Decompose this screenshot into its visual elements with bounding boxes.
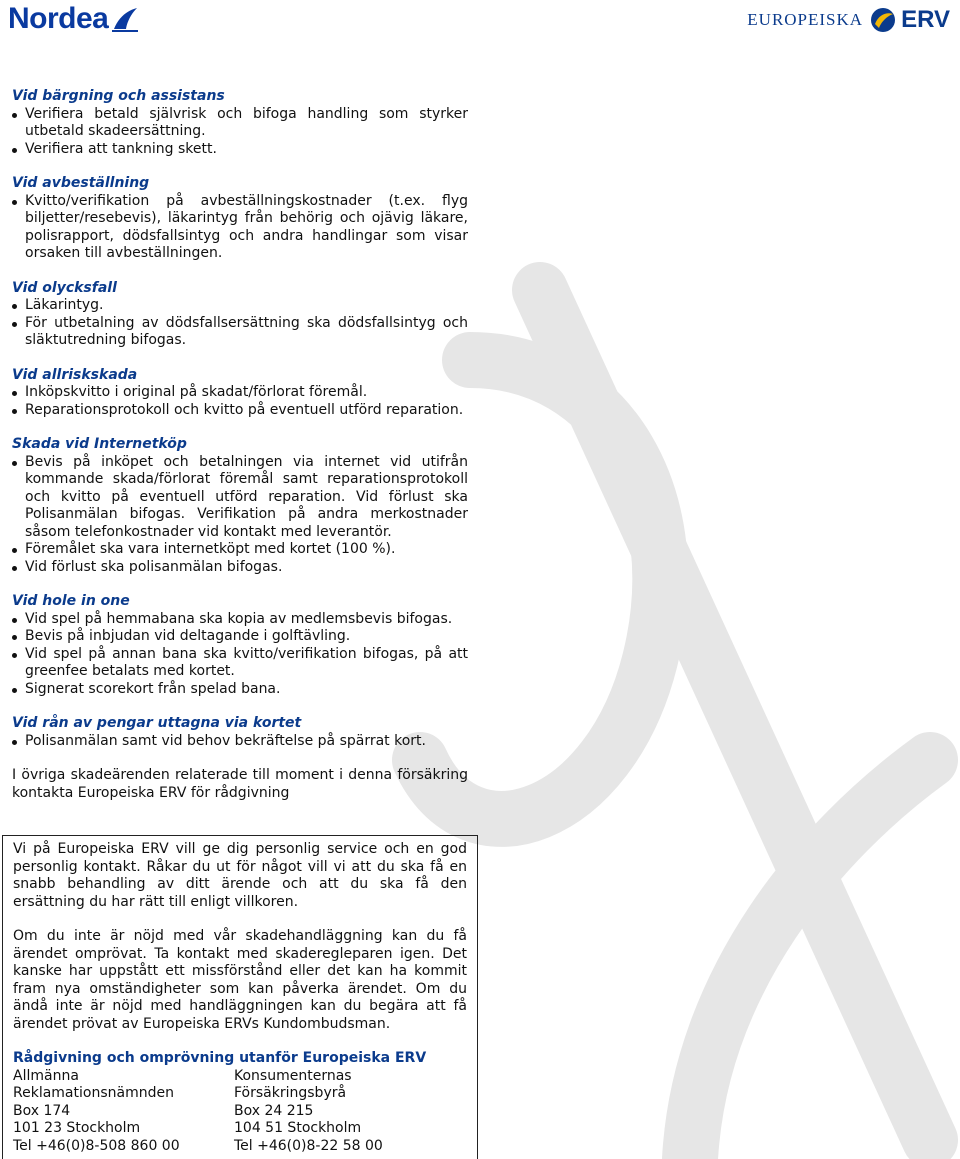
section-heading: Vid bärgning och assistans	[12, 88, 225, 104]
list-item: Signerat scorekort från spelad bana.	[12, 681, 468, 699]
contact-right-line: 104 51 Stockholm	[234, 1120, 362, 1136]
europeiska-wordmark: EUROPEISKA	[747, 10, 864, 29]
contact-left-line: Tel +46(0)8-508 860 00	[13, 1137, 180, 1154]
section-heading: Vid avbeställning	[12, 175, 150, 191]
list-item: Kvitto/verifikation på avbeställningskostnader (t.ex. flyg biljetter/resebevis), läkarintyg från behörig och ojävig läkare, polisrapport, dödsfallsintyg och andra handlingar som visar orsaken till avbeställningen.	[12, 193, 468, 263]
contact-left-line: Box 174	[13, 1102, 71, 1119]
nordea-logo	[8, 4, 139, 34]
section-heading: Skada vid Internetköp	[12, 436, 187, 452]
list-item: Bevis på inbjudan vid deltagande i golftävling.	[12, 628, 468, 646]
bullet-list	[12, 106, 468, 159]
service-paragraph: Vi på Europeiska ERV vill ge dig personlig service och en god personlig kontakt. Råkar du ut för något vill vi att du ska få en snabb behandling av ditt ärende och att du ska få den ersättning du har rätt till enligt villkoren.	[13, 841, 467, 910]
list-item: Föremålet ska vara internetköpt med kortet (100 %).	[12, 541, 468, 559]
section-bargning	[12, 88, 468, 158]
section-avbestallning	[12, 175, 468, 263]
section-heading: Vid allriskskada	[12, 366, 138, 383]
europeiska-erv-logo	[747, 6, 950, 34]
erv-wordmark: ERV	[901, 6, 950, 33]
bullet-list	[12, 193, 468, 263]
section-allriskskada	[12, 367, 468, 420]
list-item: För utbetalning av dödsfallsersättning ska dödsfallsintyg och släktutredning bifogas.	[12, 315, 468, 350]
contact-right-line: Tel +46(0)8-22 58 00	[234, 1137, 383, 1154]
bullet-list	[12, 454, 468, 577]
section-heading: Vid rån av pengar uttagna via kortet	[12, 715, 302, 731]
section-ran	[12, 715, 468, 750]
list-item: Bevis på inköpet och betalningen via internet vid utifrån kommande skada/förlorat föremål samt reparationsprotokoll och kvitto på eventuell utförd reparation. Vid förlust ska Polisanmälan bifogas. Verifikation på andra merkostnader såsom telefonkostnader vid kontakt med leverantör.	[12, 454, 468, 542]
list-item: Läkarintyg.	[12, 297, 468, 315]
section-internetkop	[12, 436, 468, 576]
page-header	[0, 0, 960, 40]
contact-right-line: Box 24 215	[234, 1102, 314, 1119]
contact-right-line: Konsumenternas	[234, 1067, 352, 1084]
bullet-list	[12, 297, 468, 350]
list-item: Vid spel på hemmabana ska kopia av medlemsbevis bifogas.	[12, 611, 468, 629]
bullet-list	[12, 384, 468, 419]
list-item: Verifiera att tankning skett.	[12, 141, 468, 159]
bullet-list	[12, 611, 468, 699]
list-item: Vid spel på annan bana ska kvitto/verifikation bifogas, på att greenfee betalats med kortet.	[12, 646, 468, 681]
section-olycksfall	[12, 280, 468, 350]
list-item: Verifiera betald självrisk och bifoga handling som styrker utbetald skadeersättning.	[12, 106, 468, 141]
contacts-grid	[13, 1068, 467, 1156]
nordea-wordmark: Nordea	[8, 2, 109, 35]
contact-left-line: 101 23 Stockholm	[13, 1120, 141, 1136]
section-hole-in-one	[12, 593, 468, 698]
list-item: Vid förlust ska polisanmälan bifogas.	[12, 559, 468, 577]
list-item: Inköpskvitto i original på skadat/förlorat föremål.	[12, 384, 468, 402]
section-heading: Vid hole in one	[12, 593, 130, 609]
contact-left-line: Reklamationsnämnden	[13, 1085, 174, 1101]
contacts-title: Rådgivning och omprövning utanför Europeiska ERV	[13, 1050, 427, 1066]
list-item: Polisanmälan samt vid behov bekräftelse på spärrat kort.	[12, 733, 468, 751]
claims-documentation	[12, 88, 468, 819]
nordea-sail-icon	[111, 6, 139, 32]
bullet-list	[12, 733, 468, 751]
contact-left-line: Allmänna	[13, 1067, 79, 1084]
list-item: Reparationsprotokoll och kvitto på eventuell utförd reparation.	[12, 402, 468, 420]
review-paragraph: Om du inte är nöjd med vår skadehandläggning kan du få ärendet omprövat. Ta kontakt med skadereglераren igen. Det kanske har uppstått ett missförstånd eller det kan ha kommit fram nya omständigheter som kan påverka ärendet. Om du ändå inte är nöjd med handläggningen kan du begära att få ärendet prövat av Europeiska ERVs Kundombudsman.	[13, 928, 467, 1032]
service-info-box	[2, 835, 478, 1159]
erv-globe-icon	[869, 6, 897, 34]
section-heading: Vid olycksfall	[12, 279, 117, 296]
contact-right-line: Försäkringsbyrå	[234, 1085, 347, 1101]
other-claims-note: I övriga skadeärenden relaterade till moment i denna försäkring kontakta Europeiska ERV för rådgivning	[12, 767, 468, 801]
